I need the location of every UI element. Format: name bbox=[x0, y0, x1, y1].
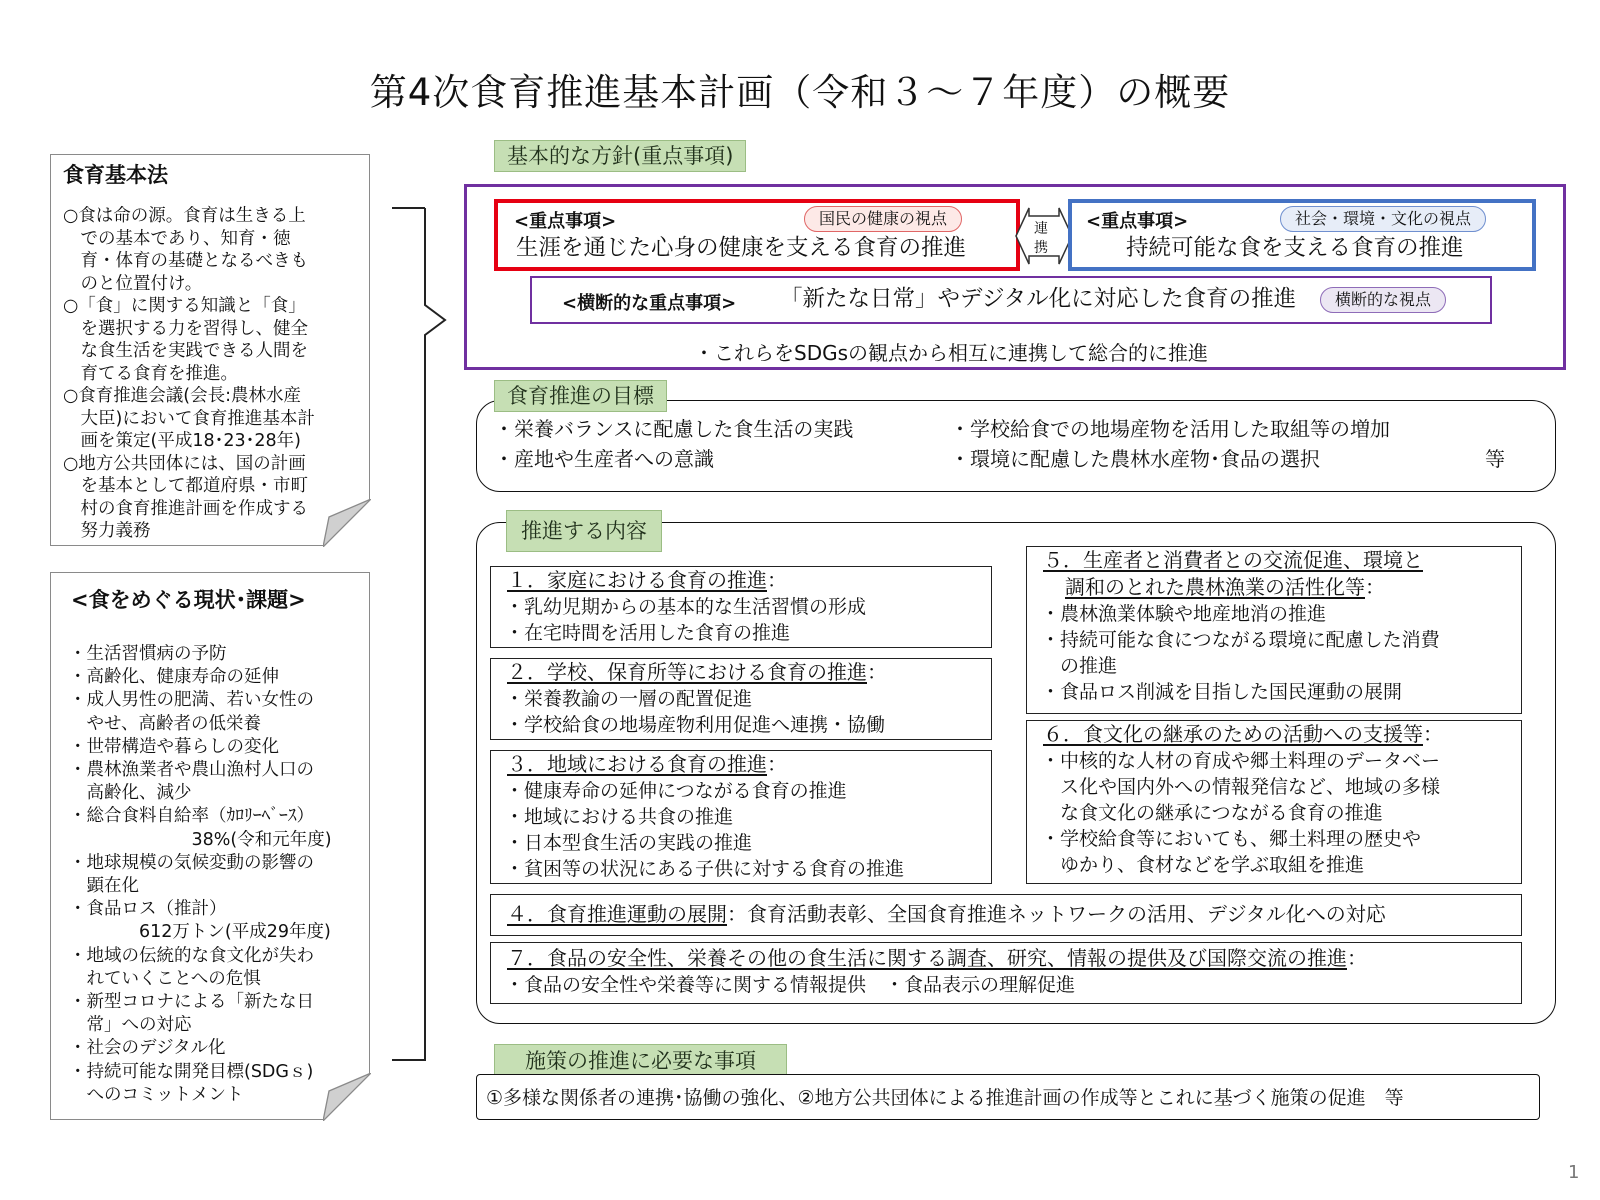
basic-law-line: な食生活を実践できる人間を bbox=[63, 341, 308, 361]
page-title: 第4次食育推進基本計画（令和３～７年度）の概要 bbox=[369, 71, 1231, 114]
section-3-item: ・地域における共食の推進 bbox=[505, 806, 734, 828]
issues-card bbox=[50, 572, 370, 1120]
section-5-item: ・食品ロス削減を目指した国民運動の展開 bbox=[1041, 681, 1403, 703]
section-3-item: ・貧困等の状況にある子供に対する食育の推進 bbox=[505, 858, 905, 880]
goal-item: ・学校給食での地場産物を活用した取組等の増加 bbox=[950, 417, 1390, 441]
basic-law-line: 村の食育推進計画を作成する bbox=[63, 498, 308, 519]
focus-health-pill: 国民の健康の視点 bbox=[804, 206, 962, 232]
section-6-item: ス化や国内外への情報発信など、地域の多様 bbox=[1041, 776, 1441, 798]
cross-cutting-label: <横断的な重点事項> bbox=[562, 293, 737, 314]
focus-sustain-text: 持続可能な食を支える食育の推進 bbox=[1126, 235, 1464, 261]
issues-line: ・持続可能な開発目標(SDGｓ) bbox=[69, 1061, 314, 1082]
issues-line: 常」への対応 bbox=[69, 1015, 192, 1036]
section-6-item: ゆかり、食材などを学ぶ取組を推進 bbox=[1041, 854, 1365, 876]
focus-sustain-box bbox=[1068, 199, 1536, 271]
issues-line: 38%(令和元年度) bbox=[69, 829, 332, 850]
section-4-box bbox=[490, 894, 1522, 936]
link-char-2: 携 bbox=[1034, 240, 1048, 256]
section-7-box bbox=[490, 942, 1522, 1004]
issues-line: へのコミットメント bbox=[69, 1084, 244, 1105]
issues-line: ・生活習慣病の予防 bbox=[69, 644, 227, 664]
section-5-heading-2: 調和のとれた農林漁業の活性化等： bbox=[1065, 575, 1385, 599]
basic-law-line: 育てる食育を推進。 bbox=[63, 363, 238, 384]
cross-cutting-box bbox=[530, 276, 1492, 324]
section-6-item: ・学校給食等においても、郷土料理の歴史や bbox=[1041, 828, 1422, 850]
issues-lines bbox=[69, 643, 369, 1107]
section-1-item: ・乳幼児期からの基本的な生活習慣の形成 bbox=[505, 596, 867, 618]
issues-line: ・高齢化、健康寿命の延伸 bbox=[69, 667, 279, 688]
basic-law-lines bbox=[63, 205, 369, 543]
issues-line: 高齢化、減少 bbox=[69, 783, 192, 804]
basic-law-line: ○食は命の源。食育は生きる上 bbox=[63, 206, 306, 226]
issues-line: ・地域の伝統的な食文化が失わ bbox=[69, 945, 314, 966]
section-7-item: ・食品の安全性や栄養等に関する情報提供 ・食品表示の理解促進 bbox=[505, 974, 1076, 996]
basic-law-line: 画を策定(平成18･23･28年) bbox=[63, 431, 301, 451]
basic-law-card bbox=[50, 154, 370, 546]
basic-law-line: ○食育推進会議(会長:農林水産 bbox=[63, 386, 301, 406]
issues-line: ・成人男性の肥満、若い女性の bbox=[69, 690, 314, 711]
cross-cutting-pill: 横断的な視点 bbox=[1320, 287, 1446, 313]
section-5-item: ・持続可能な食につながる環境に配慮した消費 bbox=[1041, 629, 1440, 651]
issues-line: ・食品ロス（推計） bbox=[69, 899, 227, 920]
basic-law-line: での基本であり、知育・徳 bbox=[63, 228, 291, 249]
focus-health-text: 生涯を通じた心身の健康を支える食育の推進 bbox=[516, 235, 967, 261]
content-tab: 推進する内容 bbox=[506, 510, 662, 552]
section-6-heading: ６．食文化の継承のための活動への支援等： bbox=[1043, 722, 1443, 746]
focus-health-label: <重点事項> bbox=[514, 211, 617, 232]
basic-law-line: 大臣)において食育推進基本計 bbox=[63, 408, 315, 429]
section-5-item: ・農林漁業体験や地産地消の推進 bbox=[1041, 603, 1327, 625]
measures-tab: 施策の推進に必要な事項 bbox=[494, 1044, 787, 1078]
goal-item: ・産地や生産者への意識 bbox=[494, 447, 714, 471]
page-number: 1 bbox=[1568, 1162, 1580, 1183]
goal-item: ・環境に配慮した農林水産物･食品の選択 bbox=[950, 447, 1320, 471]
section-3-item: ・健康寿命の延伸につながる食育の推進 bbox=[505, 780, 847, 802]
section-6-item: な食文化の継承につながる食育の推進 bbox=[1041, 802, 1383, 824]
issues-line: ・地球規模の気候変動の影響の bbox=[69, 852, 314, 873]
goal-item: ・栄養バランスに配慮した食生活の実践 bbox=[494, 417, 854, 441]
page-fold-icon bbox=[323, 1073, 371, 1121]
focus-health-box bbox=[494, 199, 1020, 271]
issues-line: 612万トン(平成29年度) bbox=[69, 922, 331, 943]
basic-law-line: ○地方公共団体には、国の計画 bbox=[63, 453, 306, 474]
section-2-heading: ２．学校、保育所等における食育の推進： bbox=[507, 660, 887, 684]
issues-line: れていくことへの危惧 bbox=[69, 968, 261, 989]
focus-sustain-label: <重点事項> bbox=[1086, 211, 1189, 232]
basic-law-title: 食育基本法 bbox=[63, 163, 168, 187]
issues-line: ・世帯構造や暮らしの変化 bbox=[69, 736, 279, 757]
section-3-heading: ３．地域における食育の推進： bbox=[507, 752, 787, 776]
basic-law-line: 努力義務 bbox=[63, 521, 151, 541]
issues-line: ・社会のデジタル化 bbox=[69, 1038, 226, 1059]
issues-line: ・新型コロナによる「新たな日 bbox=[69, 992, 314, 1013]
section-2-box bbox=[490, 658, 992, 740]
section-1-heading: １．家庭における食育の推進： bbox=[507, 568, 787, 592]
bracket-connector bbox=[390, 200, 450, 1070]
measures-text: ①多様な関係者の連携･協働の強化、②地方公共団体による推進計画の作成等とこれに基づく施策の促進 等 bbox=[486, 1087, 1404, 1109]
goal-suffix: 等 bbox=[1485, 447, 1505, 471]
link-char-1: 連 bbox=[1034, 221, 1048, 237]
section-1-box bbox=[490, 566, 992, 648]
section-7-heading: ７．食品の安全性、栄養その他の食生活に関する調査、研究、情報の提供及び国際交流の推進： bbox=[507, 946, 1367, 970]
issues-line: 顕在化 bbox=[69, 876, 139, 897]
basic-law-line: のと位置付け。 bbox=[63, 273, 203, 294]
basic-law-line: を選択する力を習得し、健全 bbox=[63, 318, 308, 339]
sdgs-note: ・これらをSDGsの観点から相互に連携して総合的に推進 bbox=[694, 341, 1209, 365]
issues-line: ・総合食料自給率（ｶﾛﾘｰﾍﾞｰｽ） bbox=[69, 806, 314, 827]
cross-cutting-text: 「新たな日常」やデジタル化に対応した食育の推進 bbox=[780, 286, 1297, 312]
section-2-item: ・栄養教諭の一層の配置促進 bbox=[505, 688, 753, 710]
section-3-item: ・日本型食生活の実践の推進 bbox=[505, 832, 753, 854]
goals-tab: 食育推進の目標 bbox=[494, 380, 667, 412]
section-6-box bbox=[1026, 720, 1522, 884]
section-3-box bbox=[490, 750, 992, 884]
focus-sustain-pill: 社会・環境・文化の視点 bbox=[1280, 206, 1486, 232]
section-5-box bbox=[1026, 546, 1522, 714]
section-6-item: ・中核的な人材の育成や郷土料理のデータベー bbox=[1041, 750, 1441, 772]
section-5-item: の推進 bbox=[1041, 655, 1118, 677]
basic-law-line: 育・体育の基礎となるべきも bbox=[63, 251, 308, 271]
issues-line: やせ、高齢者の低栄養 bbox=[69, 713, 261, 734]
issues-title: <食をめぐる現状･課題> bbox=[71, 588, 306, 612]
page-fold-icon bbox=[323, 499, 371, 547]
policy-tab: 基本的な方針(重点事項) bbox=[494, 140, 746, 172]
section-2-item: ・学校給食の地場産物利用促進へ連携・協働 bbox=[505, 714, 886, 736]
basic-law-line: ○「食」に関する知識と「食」 bbox=[63, 296, 306, 316]
section-5-heading: ５．生産者と消費者との交流促進、環境と bbox=[1043, 548, 1423, 572]
section-1-item: ・在宅時間を活用した食育の推進 bbox=[505, 622, 791, 644]
issues-line: ・農林漁業者や農山漁村人口の bbox=[69, 760, 314, 781]
basic-law-line: を基本として都道府県・市町 bbox=[63, 476, 308, 496]
section-4-heading: ４．食育推進運動の展開：食育活動表彰、全国食育推進ネットワークの活用、デジタル化への対応 bbox=[507, 902, 1386, 926]
